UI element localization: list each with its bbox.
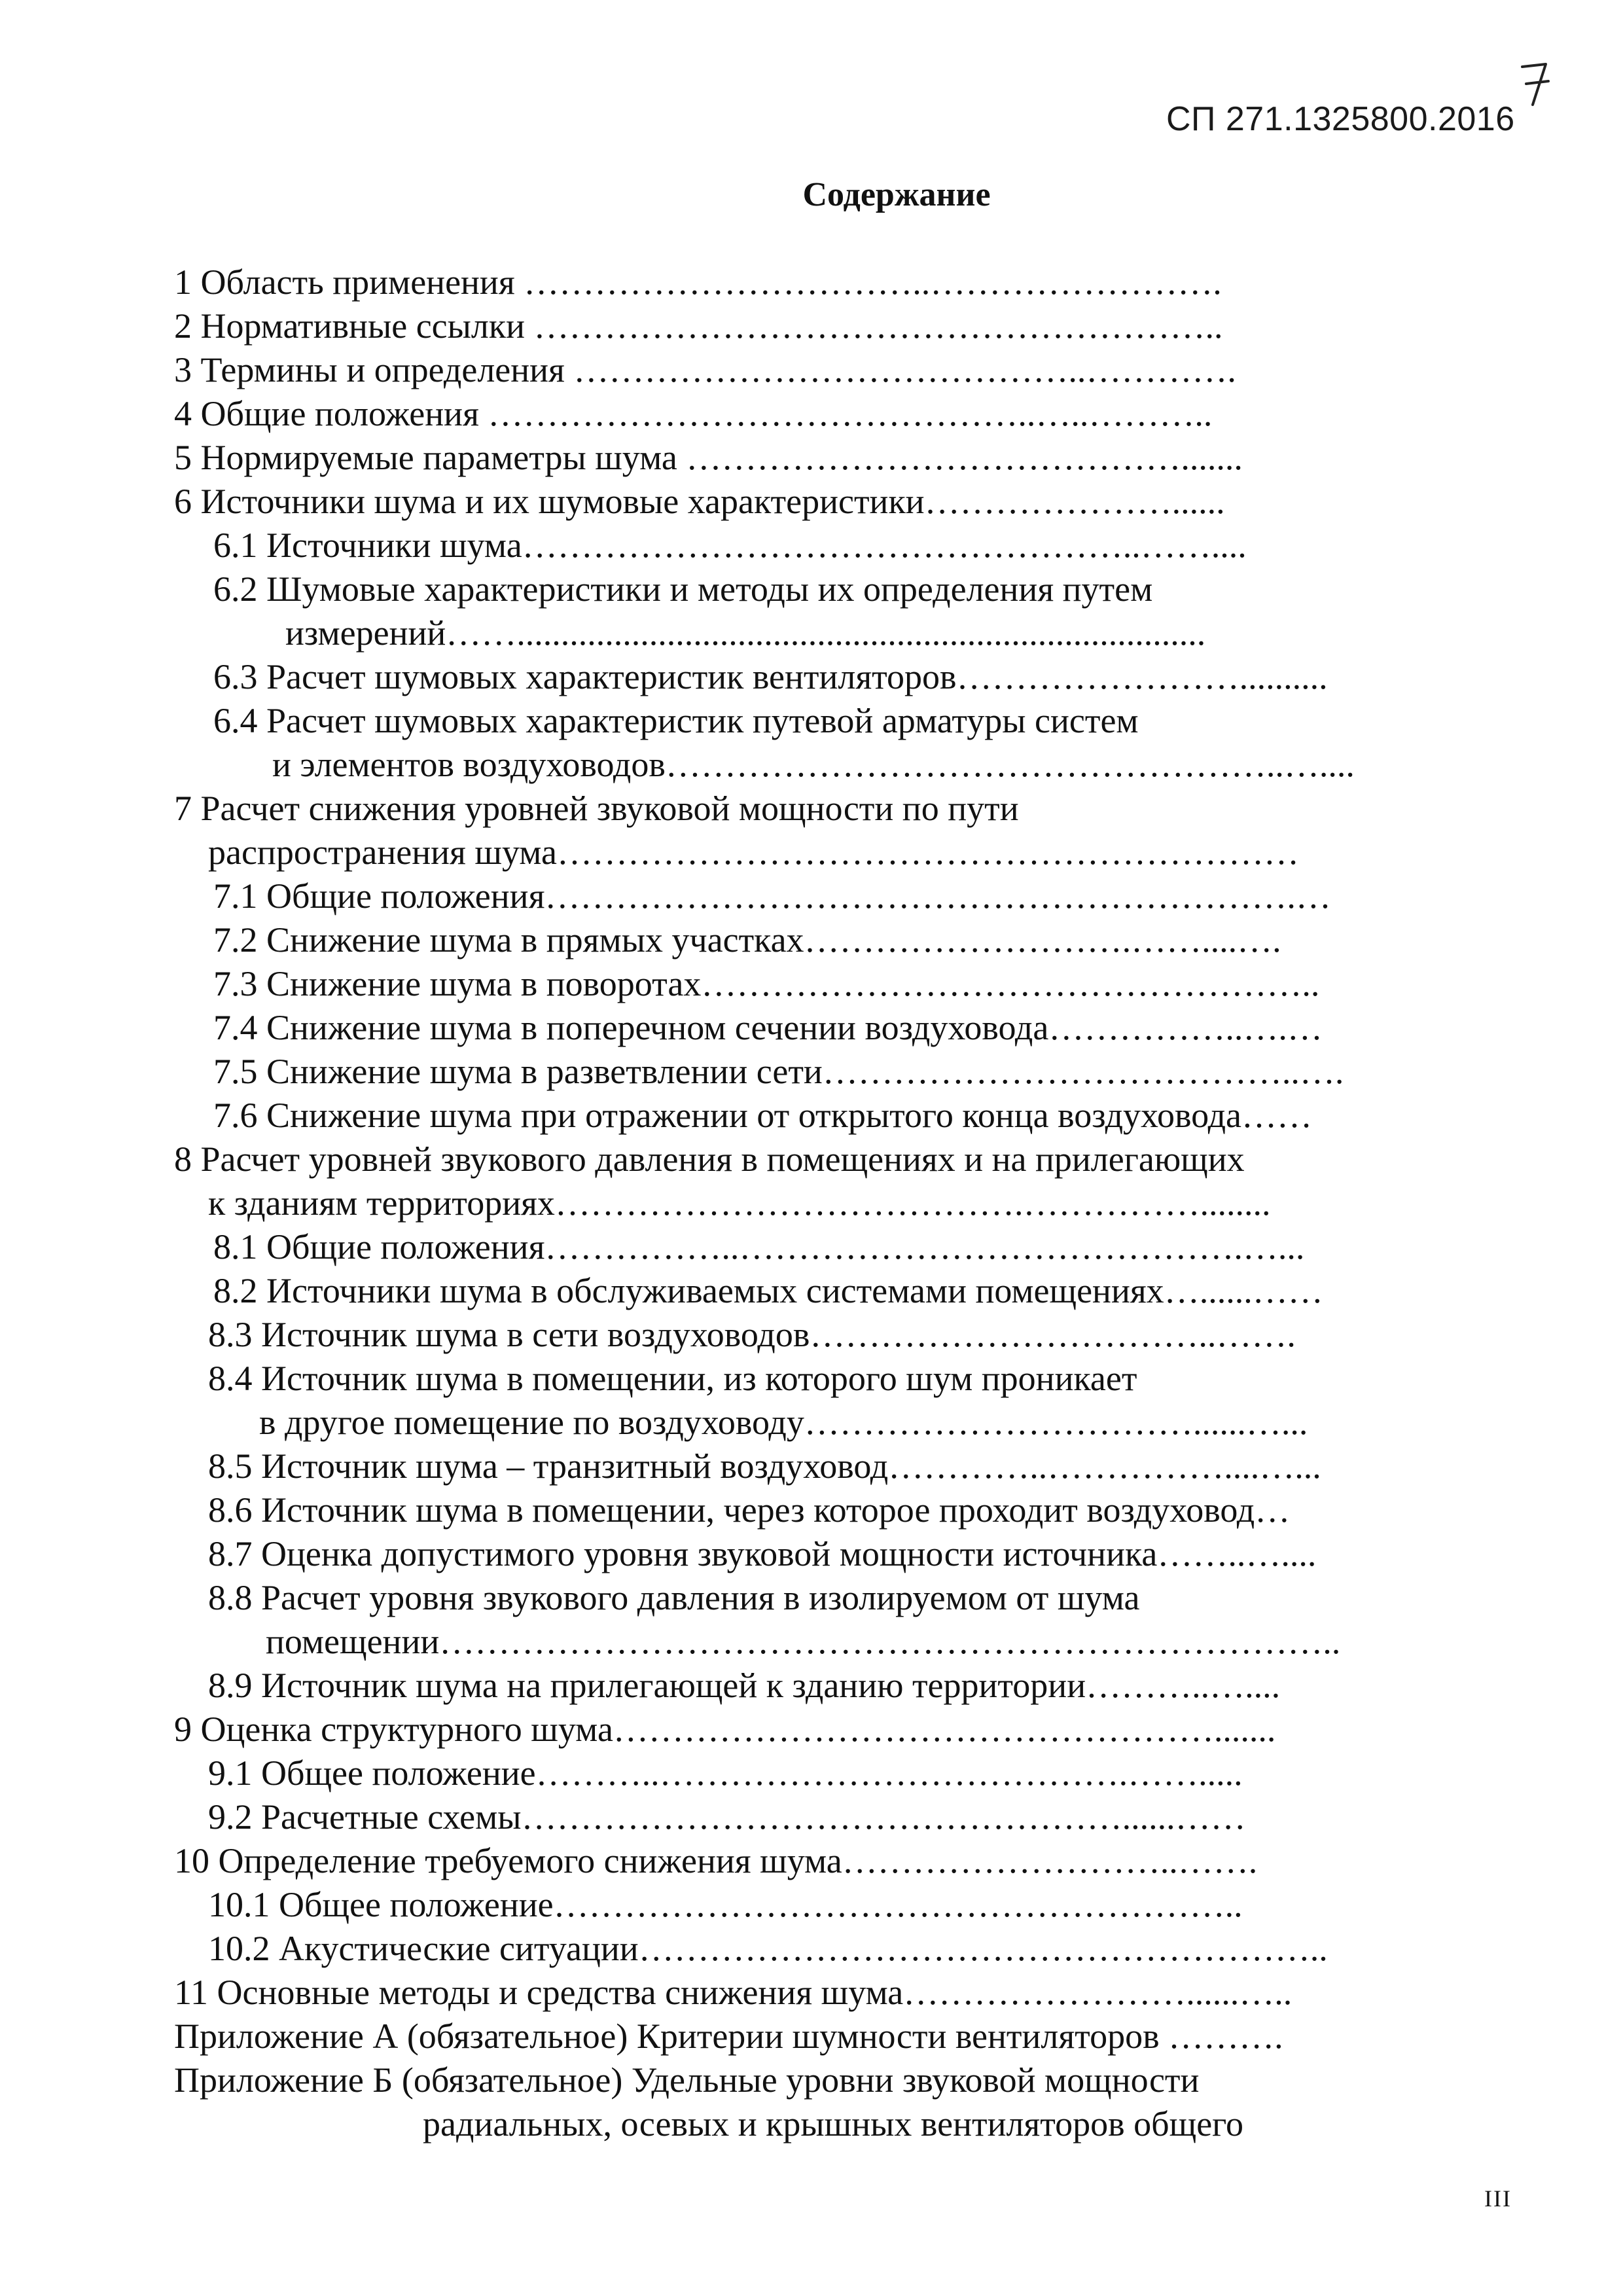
toc-entry-title: Приложение Б (обязательное) Удельные уровни звуковой мощности <box>174 2060 1200 2100</box>
toc-entry-title: радиальных, осевых и крышных вентиляторов общего <box>423 2104 1243 2144</box>
toc-entry-title: в другое помещение по воздуховоду <box>259 1403 804 1442</box>
toc-entry-leader: …… <box>1241 1096 1313 1135</box>
toc-entry-leader: ………………………………………………….. <box>638 1929 1328 1968</box>
toc-entry-leader: ……………………………………………....... <box>613 1710 1276 1749</box>
toc-entry-title: 6.3 Расчет шумовых характеристик вентиляторов <box>213 657 957 696</box>
toc-entry-leader: ……………………………......…... <box>804 1403 1308 1442</box>
toc-entry <box>208 1751 1243 1795</box>
toc-entry <box>174 787 1019 830</box>
toc-entry <box>174 304 1223 348</box>
toc-entry-leader: ……………………………………………..…….... <box>522 526 1247 565</box>
toc-entry-leader: ……………………......….. <box>903 1973 1293 2012</box>
toc-entry-title: помещении <box>266 1622 440 1661</box>
toc-entry-leader: ……………………………………………………….… <box>544 876 1331 916</box>
toc-entry <box>208 1532 1316 1575</box>
toc-entry-title: 9.2 Расчетные схемы <box>208 1797 522 1837</box>
toc-entry-leader: ………………………………………..…..……….. <box>488 394 1213 433</box>
toc-entry <box>208 1576 1139 1619</box>
toc-entry-leader: ……………………………………..…………. <box>573 350 1236 389</box>
toc-entry-title: 11 Основные методы и средства снижения шума <box>174 1973 904 2012</box>
toc-entry <box>213 1094 1312 1137</box>
toc-entry-title: и элементов воздуховодов <box>272 745 666 784</box>
toc-entry-title: 7 Расчет снижения уровней звуковой мощности по пути <box>174 789 1019 828</box>
toc-entry-title: 8.2 Источники шума в обслуживаемых системами помещениях <box>213 1271 1164 1310</box>
toc-entry-title: 8.8 Расчет уровня звукового давления в изолируемом от шума <box>208 1578 1140 1617</box>
handwritten-page-number <box>1517 58 1556 110</box>
toc-entry-leader: ………..………………………………….……..... <box>535 1753 1243 1793</box>
toc-entry-leader: …………………….......... <box>956 657 1328 696</box>
toc-entry-title: 7.1 Общие положения <box>213 876 545 916</box>
toc-entry-title: 8 Расчет уровней звукового давления в помещениях и на прилегающих <box>174 1139 1245 1179</box>
toc-entry <box>213 524 1247 567</box>
toc-entry <box>213 655 1328 698</box>
toc-entry-leader: …………………………………………….. <box>701 964 1320 1003</box>
toc-entry-leader: ………. <box>1168 2017 1283 2056</box>
toc-entry-title: 6.1 Источники шума <box>213 526 522 565</box>
toc-entry-title: измерений <box>285 613 446 653</box>
toc-entry-title: 7.6 Снижение шума при отражении от открытого конца воздуховода <box>213 1096 1242 1135</box>
toc-entry-leader: ………………………………………………….. <box>553 1885 1243 1924</box>
toc-entry-leader: ………………………………………………………………….. <box>439 1622 1341 1661</box>
toc-entry-leader: ……………………………………………......…… <box>521 1797 1246 1837</box>
toc-entry-title: 2 Нормативные ссылки <box>174 306 534 346</box>
toc-entry <box>213 1006 1323 1049</box>
toc-entry <box>174 392 1212 435</box>
toc-entry <box>213 918 1281 961</box>
toc-entry-leader: ……………………….……....…. <box>804 920 1281 960</box>
toc-entry <box>208 1181 1270 1225</box>
toc-entry-title: 7.2 Снижение шума в прямых участках <box>213 920 804 960</box>
toc-entry <box>213 567 1152 611</box>
toc-entry-title: Приложение А (обязательное) Критерии шумности вентиляторов <box>174 2017 1169 2056</box>
toc-entry-leader: ……………………………..……. <box>810 1315 1296 1354</box>
toc-entry-leader: … <box>1255 1490 1291 1530</box>
toc-entry <box>208 1444 1321 1488</box>
toc-entry <box>213 962 1319 1005</box>
toc-entry-leader: ………………………………………………….. <box>533 306 1223 346</box>
toc-entry-leader: ……………..…………………………………….…... <box>544 1227 1305 1266</box>
toc-entry-leader: …………………………………..…. <box>822 1052 1344 1091</box>
toc-entry <box>208 1313 1296 1356</box>
toc-entry-title: 10.2 Акустические ситуации <box>208 1929 639 1968</box>
toc-entry-title: 6 Источники шума и их шумовые характеристики <box>174 482 925 521</box>
toc-entry-title: 9.1 Общее положение <box>208 1753 536 1793</box>
toc-entry <box>213 1050 1344 1093</box>
toc-entry-leader: ……..….... <box>1157 1534 1317 1573</box>
toc-entry-title: 8.1 Общие положения <box>213 1227 545 1266</box>
toc-entry <box>208 1883 1243 1926</box>
toc-entry <box>174 1138 1245 1181</box>
toc-entry <box>174 1839 1257 1882</box>
toc-entry <box>208 831 1299 874</box>
toc-entry-title: 8.6 Источник шума в помещении, через которое проходит воздуховод <box>208 1490 1255 1530</box>
page-number: III <box>1484 2185 1512 2212</box>
toc-entry-leader: ………..….... <box>1086 1666 1281 1705</box>
toc-entry <box>285 611 1205 655</box>
toc-entry <box>208 1795 1246 1839</box>
toc-entry-leader: …………………...... <box>924 482 1225 521</box>
toc-entry-title: 8.3 Источник шума в сети воздуховодов <box>208 1315 810 1354</box>
toc-entry <box>423 2102 1243 2145</box>
toc-entry-title: 10.1 Общее положение <box>208 1885 554 1924</box>
toc-entry-leader: …......…… <box>1164 1271 1323 1310</box>
toc-entry-leader: …….............................................................................. <box>446 613 1206 653</box>
toc-entry-leader: ……………………………..……………………. <box>524 262 1222 302</box>
toc-entry-leader: ……………………………………………..….... <box>665 745 1355 784</box>
toc-entry-leader: ………………………………….……………........ <box>554 1183 1271 1223</box>
toc-entry-title: 7.5 Снижение шума в разветвлении сети <box>213 1052 823 1091</box>
toc-entry-leader: …………..……………....…... <box>888 1446 1321 1486</box>
toc-entry-title: 8.4 Источник шума в помещении, из которого шум проникает <box>208 1359 1137 1398</box>
toc-entry <box>174 436 1243 479</box>
toc-entry <box>266 1620 1340 1663</box>
toc-entry <box>259 1401 1308 1444</box>
toc-entry-title: 7.3 Снижение шума в поворотах <box>213 964 702 1003</box>
toc-entry-title: распространения шума <box>208 833 558 872</box>
toc-entry-title: 7.4 Снижение шума в поперечном сечении воздуховода <box>213 1008 1049 1047</box>
toc-entry-leader: ……………………………………....... <box>686 438 1243 477</box>
toc-entry <box>174 2058 1199 2102</box>
toc-entry <box>213 874 1331 918</box>
toc-entry <box>272 743 1355 786</box>
toc-entry <box>213 1225 1304 1268</box>
toc-entry-title: 9 Оценка структурного шума <box>174 1710 613 1749</box>
toc-entry <box>174 1708 1275 1751</box>
toc-entry-title: 8.9 Источник шума на прилегающей к зданию территории <box>208 1666 1086 1705</box>
toc-entry <box>174 260 1222 304</box>
toc-entry-leader: ……………………………………………………… <box>557 833 1300 872</box>
toc-entry-title: 3 Термины и определения <box>174 350 574 389</box>
toc-entry-title: 10 Определение требуемого снижения шума <box>174 1841 842 1880</box>
toc-entry-title: 6.2 Шумовые характеристики и методы их определения путем <box>213 569 1153 609</box>
toc-entry <box>208 1357 1137 1400</box>
toc-entry-title: к зданиям территориях <box>208 1183 555 1223</box>
toc-entry-title: 1 Область применения <box>174 262 524 302</box>
toc-entry <box>208 1488 1290 1532</box>
page-title: Содержание <box>802 176 991 213</box>
toc-entry-title: 8.7 Оценка допустимого уровня звуковой мощности источника <box>208 1534 1158 1573</box>
toc-entry <box>174 348 1236 391</box>
toc-entry <box>174 2015 1283 2058</box>
toc-entry <box>213 1269 1323 1312</box>
toc-entry <box>174 480 1225 523</box>
toc-entry <box>213 699 1139 742</box>
toc-entry-leader: ……………..….… <box>1048 1008 1323 1047</box>
toc-entry-title: 4 Общие положения <box>174 394 488 433</box>
toc-entry-leader: ………………………..……. <box>842 1841 1258 1880</box>
toc-entry-title: 6.4 Расчет шумовых характеристик путевой арматуры систем <box>213 701 1139 740</box>
toc-entry <box>174 1971 1292 2014</box>
toc-entry-title: 5 Нормируемые параметры шума <box>174 438 687 477</box>
toc-entry <box>208 1927 1328 1970</box>
toc-entry-title: 8.5 Источник шума – транзитный воздуховод <box>208 1446 889 1486</box>
document-code: СП 271.1325800.2016 <box>1166 100 1515 138</box>
toc-entry <box>208 1664 1280 1707</box>
